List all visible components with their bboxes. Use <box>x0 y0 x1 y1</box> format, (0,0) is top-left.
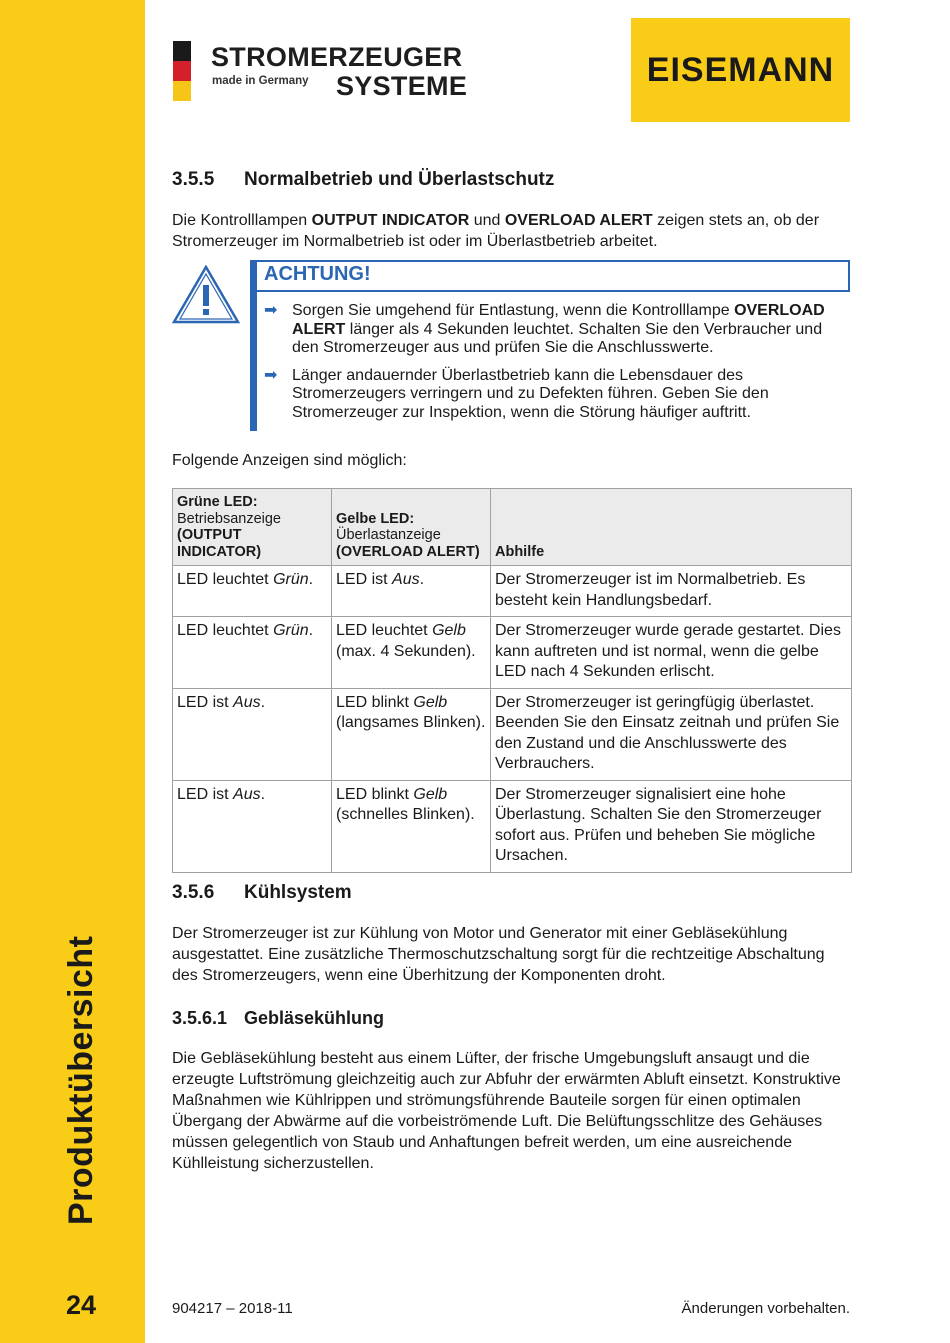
warning-box <box>250 260 850 431</box>
section-355-heading <box>172 169 852 190</box>
arrow-right-icon: ➡ <box>264 366 278 384</box>
table-row <box>173 617 852 689</box>
arrow-right-icon: ➡ <box>264 302 278 319</box>
heading <box>172 1008 852 1029</box>
section-number: 3.5.6.1 <box>172 1008 228 1028</box>
cell-remedy: Der Stromerzeuger ist im Normalbetrieb. Es besteht kein Handlungsbedarf. <box>491 566 852 617</box>
page-number: 24 <box>66 1290 97 1320</box>
text: LED leuchtet <box>336 622 433 639</box>
section-number: 3.5.6 <box>172 882 215 903</box>
footer-doc-id: 904217 – 2018-11 <box>172 1300 293 1317</box>
text: . <box>308 622 314 639</box>
text: LED leuchtet <box>177 622 274 639</box>
text: und <box>469 212 505 229</box>
warning-item <box>264 302 844 358</box>
table-intro-text: Folgende Anzeigen sind möglich: <box>172 452 407 469</box>
logo-line2: SYSTEME <box>336 71 468 101</box>
section-3561-heading <box>172 1008 852 1029</box>
text: . <box>308 571 314 588</box>
text: LED blinkt <box>336 785 414 803</box>
header-yellow-led <box>332 489 491 566</box>
text: (schnelles Blinken). <box>336 806 475 823</box>
cell-yellow <box>332 780 491 872</box>
header-remedy <box>491 489 852 566</box>
bold-term: OUTPUT INDICATOR <box>311 212 470 229</box>
table-intro <box>172 450 852 471</box>
footer-note: Änderungen vorbehalten. <box>681 1300 850 1317</box>
german-flag-logo <box>173 41 191 101</box>
brand-box <box>631 18 850 122</box>
cell-green <box>173 566 332 617</box>
header-line: Überlastanzeige <box>336 527 441 543</box>
text: länger als 4 Sekunden leuchtet. Schalten Sie den Verbraucher und den Stromerzeuger aus und prüfen Sie die Anschlusswerte. <box>292 320 823 356</box>
warning-bar <box>250 260 257 431</box>
cell-remedy: Der Stromerzeuger signalisiert eine hohe Überlastung. Schalten Sie den Stromerzeuger sofort aus. Prüfen und beheben Sie mögliche Ursachen. <box>491 780 852 872</box>
warning-triangle-icon <box>172 265 240 325</box>
text: Grün <box>273 622 309 639</box>
text: . <box>419 571 425 588</box>
cell-yellow <box>332 566 491 617</box>
cell-green <box>173 617 332 689</box>
text: (max. 4 Sekunden). <box>336 642 476 660</box>
text: LED ist <box>336 571 393 588</box>
warning-title: ACHTUNG! <box>264 263 371 285</box>
heading <box>172 882 852 903</box>
paragraph: Der Stromerzeuger ist zur Kühlung von Motor und Generator mit einer Gebläsekühlung ausgestattet. Eine zusätzliche Thermoschutzschaltung sorgt für die rechtzeitige Abschaltung des Stromerzeugers, wenn eine Überhitzung der Komponenten droht. <box>172 925 825 984</box>
header-label: Abhilfe <box>495 543 545 560</box>
section-356-heading <box>172 882 852 903</box>
cell-yellow <box>332 617 491 689</box>
table-row <box>173 566 852 617</box>
text: Länger andauernder Überlastbetrieb kann die Lebensdauer des Stromerzeugers verringern und zu Defekten führen. Geben Sie den Stromerzeuger zur Inspektion, wenn die Störung häufiger auftritt. <box>292 366 769 421</box>
text: LED ist <box>177 785 234 803</box>
text: Die Kontrolllampen <box>172 212 312 229</box>
text: Aus <box>233 693 261 711</box>
section-3561-text <box>172 1048 852 1174</box>
bold-term: OVERLOAD ALERT <box>504 212 653 229</box>
text: zeigen stets an, ob der <box>652 212 820 229</box>
text: Stromerzeuger im Normalbetrieb ist oder im Überlastbetrieb arbeitet. <box>172 233 658 250</box>
text: Aus <box>392 571 420 588</box>
text: Gelb <box>413 693 448 711</box>
table-header-row <box>173 489 852 566</box>
logo-tagline: made in Germany <box>212 75 309 87</box>
paragraph: Die Gebläsekühlung besteht aus einem Lüfter, der frische Umgebungsluft ansaugt und die erzeugte Luftströmung gleichzeitig auch zur Abfuhr der erwärmten Abluft einsetzt. Konstruktive Maßnahmen wie Kühlrippen und strömungsführende Bauteile sorgen für einen optimalen Übergang der Abwärme auf die vorbeiströmende Luft. Die Belüftungsschlitze des Gehäuses müssen gelegentlich von Staub und Anhaftungen befreit werden, um eine ausreichende Kühlleistung sicherzustellen. <box>172 1050 841 1172</box>
warning-list <box>264 302 844 431</box>
header-line: Betriebsanzeige <box>177 510 281 527</box>
led-table <box>172 488 852 873</box>
text: LED leuchtet <box>177 571 274 588</box>
cell-remedy: Der Stromerzeuger wurde gerade gestartet. Dies kann auftreten und ist normal, wenn die gelbe LED nach 4 Sekunden erlischt. <box>491 617 852 689</box>
header-label: Gelbe LED: <box>336 510 415 527</box>
text: LED blinkt <box>336 693 414 711</box>
sidebar-title: Produktübersicht <box>62 935 100 1225</box>
text: Gelb <box>413 785 448 803</box>
text: . <box>260 693 266 711</box>
section-356-text <box>172 923 852 986</box>
text: (langsames Blinken). <box>336 714 486 731</box>
sidebar <box>0 0 145 1343</box>
header-label: (OUTPUT INDICATOR) <box>177 527 262 560</box>
section-number: 3.5.5 <box>172 169 215 190</box>
section-title: Gebläsekühlung <box>244 1008 385 1028</box>
bold-term: OVERLOAD ALERT <box>292 302 825 338</box>
section-355-intro <box>172 210 852 252</box>
text: . <box>260 785 266 803</box>
text: Gelb <box>432 622 466 639</box>
intro-paragraph <box>172 210 852 252</box>
logo-line1: STROMERZEUGER <box>211 42 463 72</box>
header-label: Grüne LED: <box>177 494 258 510</box>
section-title: Normalbetrieb und Überlastschutz <box>244 169 555 190</box>
text: Sorgen Sie umgehend für Entlastung, wenn die Kontrolllampe <box>292 302 735 319</box>
cell-yellow <box>332 688 491 780</box>
header-label: (OVERLOAD ALERT) <box>336 543 480 560</box>
header-green-led <box>173 489 332 566</box>
text: LED ist <box>177 693 234 711</box>
text: Grün <box>273 571 309 588</box>
cell-green <box>173 780 332 872</box>
cell-green <box>173 688 332 780</box>
heading <box>172 169 852 190</box>
section-title: Kühlsystem <box>244 882 352 903</box>
text: Aus <box>233 785 261 803</box>
table-row <box>173 688 852 780</box>
warning-item <box>264 367 844 423</box>
cell-remedy: Der Stromerzeuger ist geringfügig überlastet. Beenden Sie den Einsatz zeitnah und prüfen Sie den Zustand und die Anschlusswerte des Verbrauchers. <box>491 688 852 780</box>
table-row <box>173 780 852 872</box>
brand-name: EISEMANN <box>646 50 835 89</box>
